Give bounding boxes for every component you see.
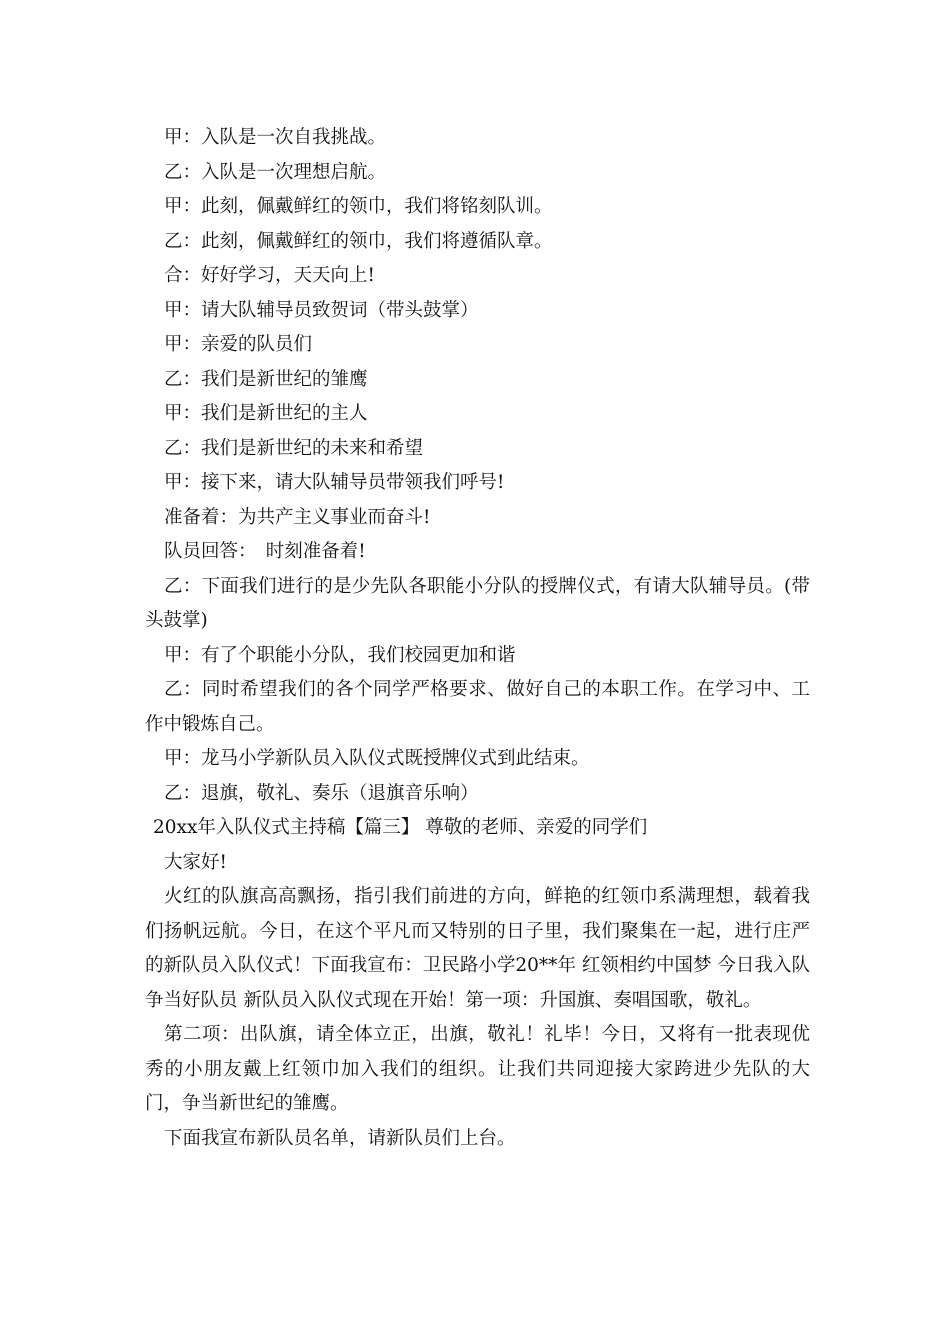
document-body: [145, 121, 810, 1156]
dialogue-paragraph: 乙：下面我们进行的是少先队各职能小分队的授牌仪式，有请大队辅导员。(带头鼓掌): [145, 575, 810, 631]
dialogue-line: 队员回答： 时刻准备着!: [164, 541, 366, 562]
dialogue-line: 甲：龙马小学新队员入队仪式既授牌仪式到此结束。: [164, 748, 590, 769]
dialogue-line: 甲：有了个职能小分队，我们校园更加和谐: [164, 644, 516, 666]
dialogue-line: 乙：我们是新世纪的未来和希望: [164, 437, 424, 459]
dialogue-line: 甲：亲爱的队员们: [164, 334, 313, 355]
section-heading: 20xx年入队仪式主持稿【篇三】 尊敬的老师、亲爱的同学们: [153, 817, 648, 838]
dialogue-line: 甲：入队是一次自我挑战。: [164, 127, 387, 148]
body-paragraph: 第二项：出队旗，请全体立正，出旗，敬礼！礼毕！今日，又将有一批表现优秀的小朋友戴上红领巾加入我们的组织。让我们共同迎接大家跨进少先队的大门，争当新世纪的雏鹰。: [145, 1024, 810, 1114]
dialogue-line: 合：好好学习，天天向上!: [164, 265, 375, 286]
greeting-line: 大家好!: [164, 851, 227, 873]
dialogue-line: 甲：此刻，佩戴鲜红的领巾，我们将铭刻队训。: [164, 196, 553, 217]
dialogue-line: 甲：接下来，请大队辅导员带领我们呼号!: [164, 472, 505, 493]
dialogue-line: 甲：请大队辅导员致贺词（带头鼓掌）: [164, 299, 479, 321]
dialogue-line: 甲：我们是新世纪的主人: [164, 403, 368, 424]
dialogue-line: 乙：此刻，佩戴鲜红的领巾，我们将遵循队章。: [164, 230, 553, 252]
body-paragraph: 火红的队旗高高飘扬，指引我们前进的方向，鲜艳的红领巾系满理想，载着我们扬帆远航。今日，在这个平凡而又特别的日子里，我们聚集在一起，进行庄严的新队员入队仪式！下面我宣布：卫民路小学20**年 红领相约中国梦 今日我入队争当好队员 新队员入队仪式现在开始！第一项：升国旗、奏唱国歌，敬礼。: [145, 886, 810, 1011]
body-line: 下面我宣布新队员名单，请新队员们上台。: [164, 1127, 516, 1149]
dialogue-line: 准备着：为共产主义事业而奋斗!: [164, 506, 431, 528]
dialogue-line: 乙：我们是新世纪的雏鹰: [164, 368, 368, 390]
dialogue-paragraph: 乙：同时希望我们的各个同学严格要求、做好自己的本职工作。在学习中、工作中锻炼自己。: [145, 679, 810, 735]
dialogue-line: 乙：入队是一次理想启航。: [164, 161, 387, 183]
dialogue-line: 乙：退旗，敬礼、奏乐（退旗音乐响）: [164, 782, 479, 804]
